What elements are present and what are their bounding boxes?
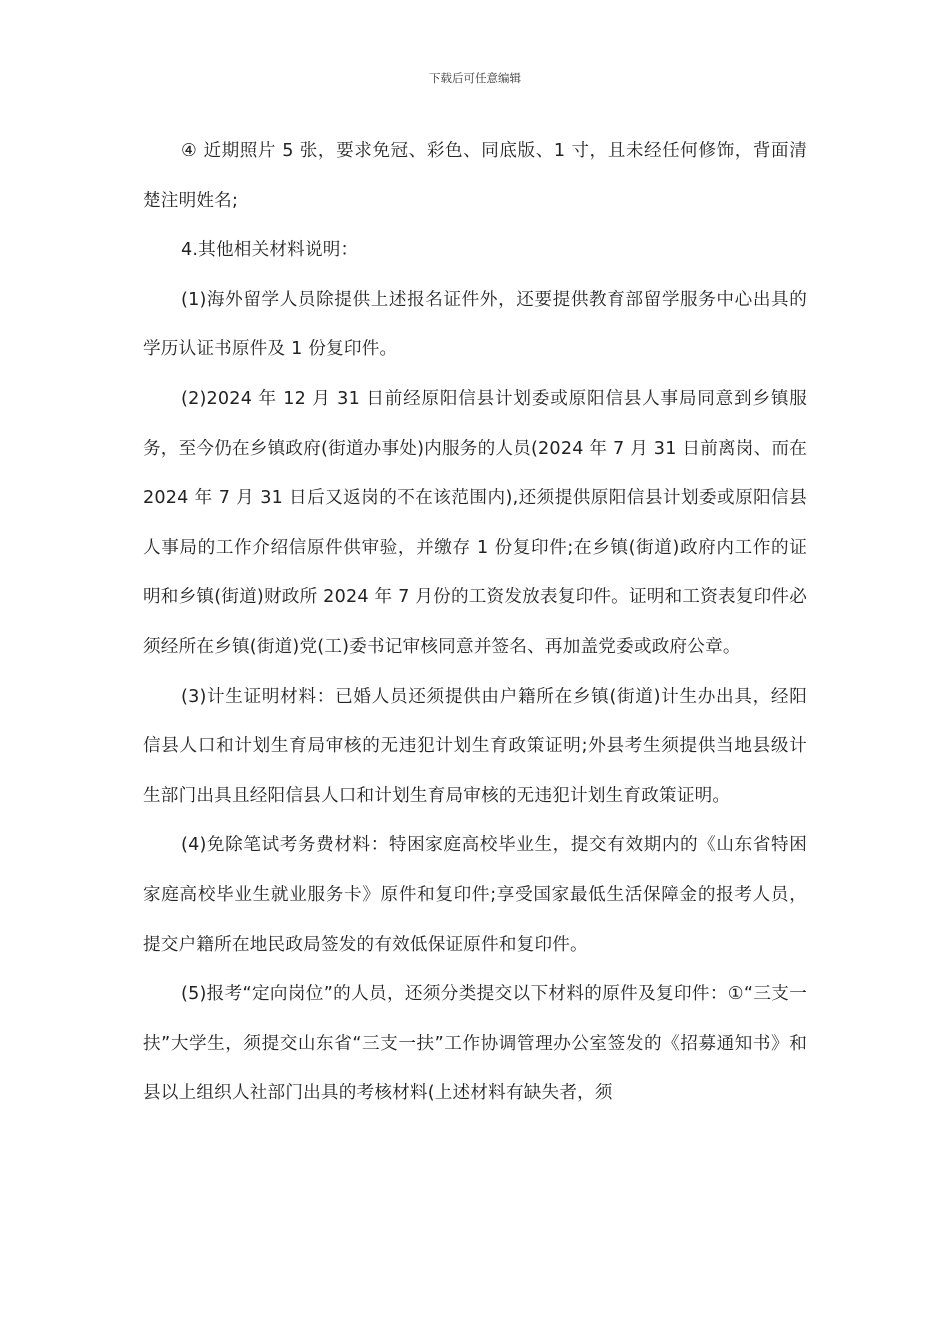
paragraph-other-materials-heading: 4.其他相关材料说明： xyxy=(181,240,359,261)
paragraph-photo: ④ 近期照片 5 张，要求免冠、彩色、同底版、1 寸，且未经任何修饰，背面清楚注明姓名; xyxy=(143,141,807,211)
document-body xyxy=(143,127,807,1119)
paragraph-fee-exemption: (4)免除笔试考务费材料：特困家庭高校毕业生，提交有效期内的《山东省特困家庭高校毕业生就业服务卡》原件和复印件;享受国家最低生活保障金的报考人员，提交户籍所在地民政局签发的有效低保证原件和复印件。 xyxy=(143,835,807,955)
paragraph-overseas: (1)海外留学人员除提供上述报名证件外，还要提供教育部留学服务中心出具的学历认证书原件及 1 份复印件。 xyxy=(143,289,807,360)
paragraph-targeted-positions: (5)报考“定向岗位”的人员，还须分类提交以下材料的原件及复印件：①“三支一扶”大学生，须提交山东省“三支一扶”工作协调管理办公室签发的《招募通知书》和县以上组织人社部门出具的考核材料(上述材料有缺失者，须 xyxy=(143,984,807,1104)
paragraph-township-service: (2)2024 年 12 月 31 日前经原阳信县计划委或原阳信县人事局同意到乡镇服务，至今仍在乡镇政府(街道办事处)内服务的人员(2024 年 7 月 31 日前离岗、而在 2024 年 7 月 31 日后又返岗的不在该范围内),还须提供原阳信县计划委或原阳信县人事局的工作介绍信原件供审验，并缴存 1 份复印件;在乡镇(街道)政府内工作的证明和乡镇(街道)财政所 2024 年 7 月份的工资发放表复印件。证明和工资表复印件必须经所在乡镇(街道)党(工)委书记审核同意并签名、再加盖党委或政府公章。 xyxy=(143,388,807,657)
page-header: 下载后可任意编辑 xyxy=(429,71,521,85)
paragraph-family-planning: (3)计生证明材料：已婚人员还须提供由户籍所在乡镇(街道)计生办出具，经阳信县人口和计划生育局审核的无违犯计划生育政策证明;外县考生须提供当地县级计生部门出具且经阳信县人口和计划生育局审核的无违犯计划生育政策证明。 xyxy=(143,686,807,806)
